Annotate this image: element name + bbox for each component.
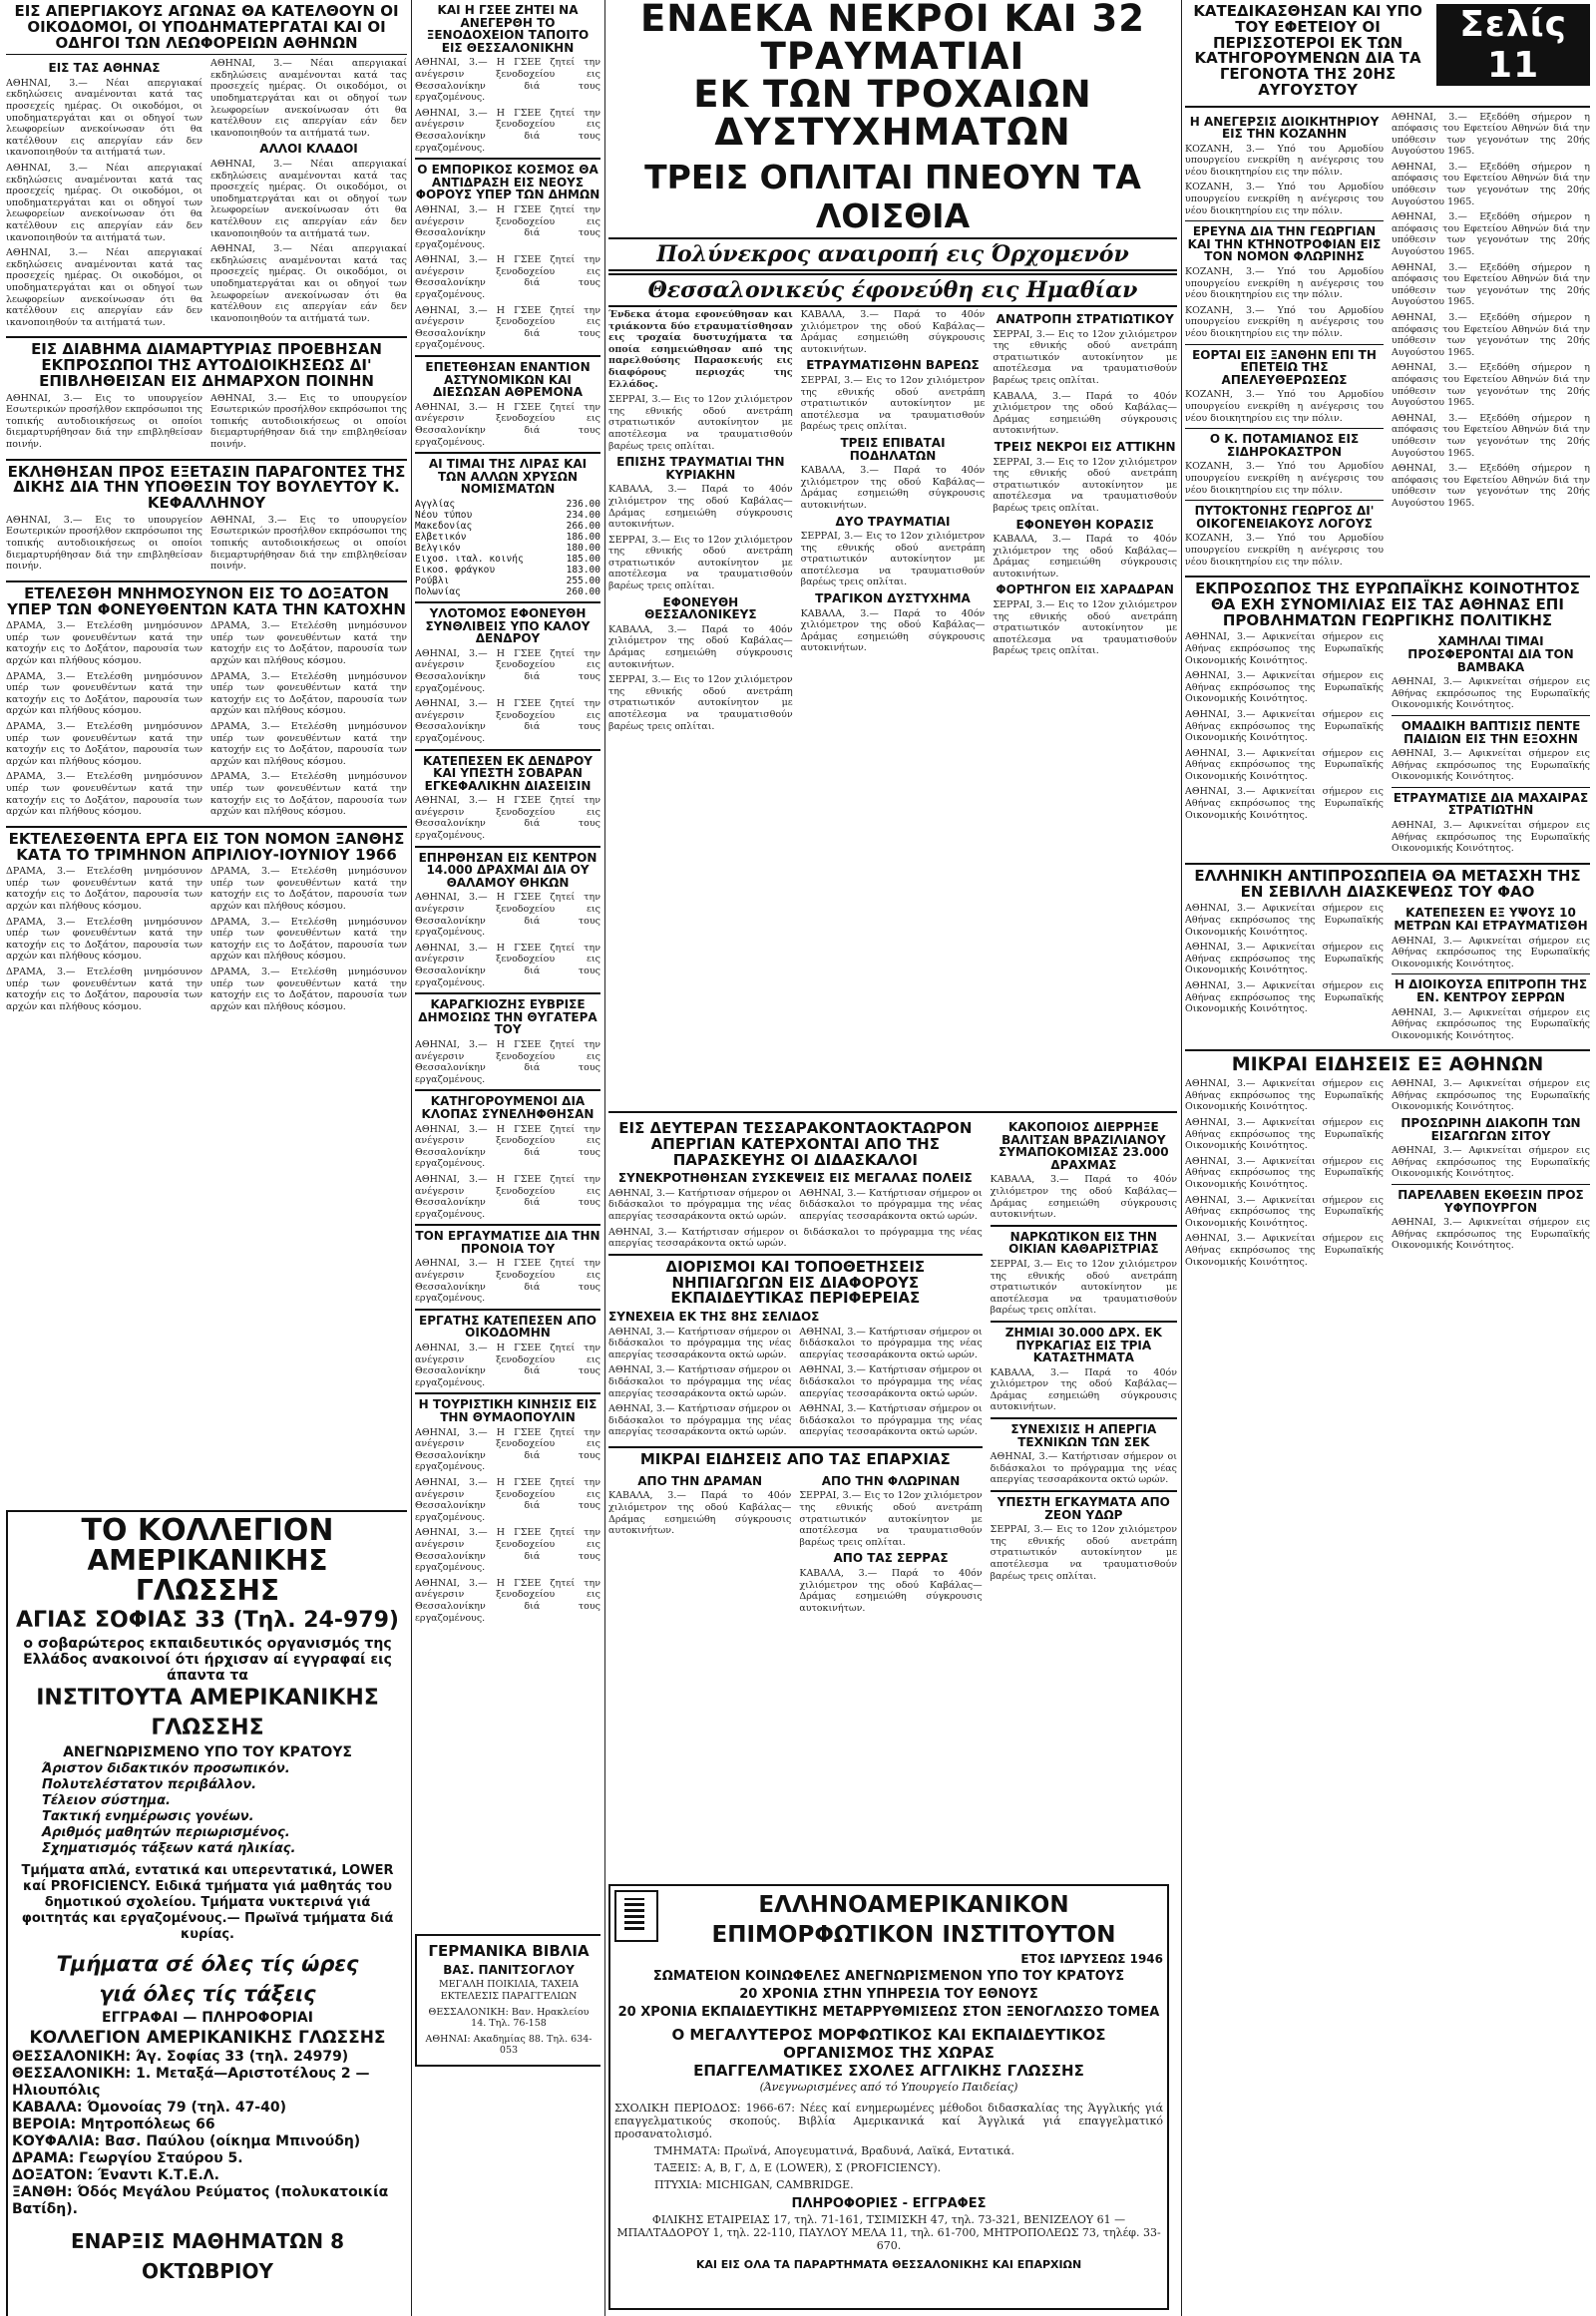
headline-burns: ΥΠΕΣΤΗ ΕΓΚΑΥΜΑΤΑ ΑΠΟ ΖΕΟΝ ΥΔΩΡ [997, 1495, 1170, 1522]
article-strikes-body: ΑΘΗΝΑΙ, 3.— Νέαι απεργιακαί εκδηλώσεις αναμένονται κατά τας προσεχείς ημέρας. Οι οικοδόμοι, οι υποδηματεργάται και οι οδηγοί των λεωφορείων ανεκοίνωσαν ότι θα κατέλθουν εις απεργίαν εάν δεν ικανοποιηθούν τα αιτήματά των. [6, 163, 202, 243]
ad-college-slogan: Τμήματα σέ όλες τίς ώρες [56, 1952, 359, 1976]
article-drama-body: ΚΑΒΑΛΑ, 3.— Παρά το 40όν χιλιόμετρον της οδού Καβάλας—Δράμας εσημειώθη σύγκρουσις αυτοκινήτων. [608, 1490, 792, 1537]
article-accidents-body: ΣΕΡΡΑΙ, 3.— Εις το 12ον χιλιόμετρον της εθνικής οδού ανετράπη στρατιωτικόν αυτοκίνητον με αποτέλεσμα να τραυματισθούν βαρέως τρεις οπλίται. [993, 456, 1177, 514]
article-accidents-body: ΣΕΡΡΑΙ, 3.— Εις το 12ον χιλιόμετρον της εθνικής οδού ανετράπη στρατιωτικόν αυτοκίνητον με αποτέλεσμα να τραυματισθούν βαρέως τρεις οπλίται. [608, 534, 793, 592]
headline-police: ΕΠΕΤΕΘΗΣΑΝ ΕΝΑΝΤΙΟΝ ΑΣΤΥΝΟΜΙΚΩΝ ΚΑΙ ΔΙΕΣΩΣΑΝ ΑΘΡΕΜΟΝΑ [425, 360, 591, 400]
subheading-athens: ΕΙΣ ΤΑΣ ΑΘΗΝΑΣ [48, 61, 161, 76]
article-athens-body: ΑΘΗΝΑΙ, 3.— Αφικνείται σήμερον εις Αθήνας εκπρόσωπος της Ευρωπαϊκής Οικονομικής Κοινότητος. [1185, 1117, 1384, 1152]
subheading: ΕΠΙΣΗΣ ΤΡΑΥΜΑΤΙΑΙ ΤΗΝ ΚΥΡΙΑΚΗΝ [616, 455, 785, 482]
headline-arrests: ΚΑΤΗΓΟΡΟΥΜΕΝΟΙ ΔΙΑ ΚΛΟΠΑΣ ΣΥΝΕΛΗΦΘΗΣΑΝ [421, 1094, 595, 1121]
article-eec-body: ΑΘΗΝΑΙ, 3.— Αφικνείται σήμερον εις Αθήνας εκπρόσωπος της Ευρωπαϊκής Οικονομικής Κοινότητος. [1185, 631, 1384, 666]
ad-books-owner: ΒΑΣ. ΠΑΝΙΤΣΟΓΛΟΥ [443, 1962, 575, 1977]
headline-stabbing: ΕΤΡΑΥΜΑΤΙΣΕ ΔΙΑ ΜΑΧΑΙΡΑΣ ΣΤΡΑΤΙΩΤΗΝ [1393, 790, 1589, 818]
subheading-florina: ΑΠΟ ΤΗΝ ΦΛΩΡΙΝΑΝ [821, 1473, 961, 1488]
article-appointments-body: ΑΘΗΝΑΙ, 3.— Κατήρτισαν σήμερον οι διδάσκαλοι το πρόγραμμα της νέας απεργίας τεσσαράκοντα οκτώ ωρών. [799, 1364, 983, 1399]
subheading: ΔΥΟ ΤΡΑΥΜΑΤΙΑΙ [835, 514, 951, 529]
ad-institute-footer: ΚΑΙ ΕΙΣ ΟΛΑ ΤΑ ΠΑΡΑΡΤΗΜΑΤΑ ΘΕΣΣΑΛΟΝΙΚΗΣ ΚΑΙ ΕΠΑΡΧΙΩΝ [695, 2258, 1082, 2271]
subheading: ΤΡΕΙΣ ΝΕΚΡΟΙ ΕΙΣ ΑΤΤΙΚΗΝ [994, 439, 1176, 454]
article-memorial-body: ΔΡΑΜΑ, 3.— Ετελέσθη μνημόσυνον υπέρ των φονευθέντων κατά την κατοχήν εις το Δοξάτον, παρουσία των αρχών και πλήθους κόσμου. [210, 771, 407, 818]
article-accidents-body: ΣΕΡΡΑΙ, 3.— Εις το 12ον χιλιόμετρον της εθνικής οδού ανετράπη στρατιωτικόν αυτοκίνητον με αποτέλεσμα να τραυματισθούν βαρέως τρεις οπλίται. [993, 328, 1177, 386]
ad-college-bullet: Αριθμός μαθητών περιωρισμένος. [42, 1825, 290, 1840]
article-trial-body: ΑΘΗΝΑΙ, 3.— Εις το υπουργείον Εσωτερικών προσήλθον εκπρόσωποι της τοπικής αυτοδιοικήσεως οι οποίοι διεμαρτυρήθησαν διά την επιβληθείσαν ποινήν. [6, 514, 202, 573]
ad-institute-diplomas: ΠΤΥΧΙΑ: MICHIGAN, CAMBRIDGE. [654, 2178, 854, 2191]
headline-commerce: Ο ΕΜΠΟΡΙΚΟΣ ΚΟΣΜΟΣ ΘΑ ΑΝΤΙΔΡΑΣΗ ΕΙΣ ΝΕΟΥΣ ΦΟΡΟΥΣ ΥΠΕΡ ΤΩΝ ΔΗΜΩΝ [415, 163, 600, 202]
article-karagiozis-body: ΑΘΗΝΑΙ, 3.— Η ΓΣΕΕ ζητεί την ανέγερσιν ξενοδοχείου εις Θεσσαλονίκην διά τους εργαζομένους. [415, 1038, 600, 1085]
headline-protest: ΕΙΣ ΔΙΑΒΗΜΑ ΔΙΑΜΑΡΤΥΡΙΑΣ ΠΡΟΕΒΗΣΑΝ ΕΚΠΡΟΣΩΠΟΙ ΤΗΣ ΑΥΤΟΔΙΟΙΚΗΣΕΩΣ ΔΙ' ΕΠΙΒΛΗΘΕΙΣΑΝ ΕΙΣ ΔΗΜΑΡΧΟΝ ΠΟΙΝΗΝ [31, 340, 382, 390]
headline-wheat: ΠΡΟΣΩΡΙΝΗ ΔΙΑΚΟΠΗ ΤΩΝ ΕΙΣΑΓΩΓΩΝ ΣΙΤΟΥ [1400, 1116, 1581, 1143]
subheading: ΕΦΟΝΕΥΘΗ ΚΟΡΑΣΙΣ [1015, 517, 1154, 532]
headline-coffee-theft: ΚΑΚΟΠΟΙΟΣ ΔΙΕΡΡΗΞΕ ΒΑΛΙΤΣΑΝ ΒΡΑΖΙΛΙΑΝΟΥ ΣΥΜΑΠΟΚΟΜΙΣΑΣ 23.000 ΔΡΑΧΜΑΣ [998, 1120, 1169, 1172]
article-appeal-body: ΑΘΗΝΑΙ, 3.— Εξεδόθη σήμερον η απόφασις του Εφετείου Αθηνών διά την υπόθεσιν των γεγονότων της 20ής Αυγούστου 1965. [1392, 211, 1590, 258]
article-potamianos-body: ΚΟΖΑΝΗ, 3.— Υπό του Αρμοδίου υπουργείου ενεκρίθη η ανέγερσις του νέου διοικητηρίου εις την πόλιν. [1185, 461, 1384, 496]
article-tourism-body: ΑΘΗΝΑΙ, 3.— Η ΓΣΕΕ ζητεί την ανέγερσιν ξενοδοχείου εις Θεσσαλονίκην διά τους εργαζομένους. [415, 1476, 600, 1523]
ad-college-title: ΤΟ ΚΟΛΛΕΓΙΟΝ [81, 1513, 334, 1548]
ad-institute-info: ΠΛΗΡΟΦΟΡΙΕΣ - ΕΓΓΡΑΦΕΣ [791, 2196, 987, 2211]
article-tourism-body: ΑΘΗΝΑΙ, 3.— Η ΓΣΕΕ ζητεί την ανέγερσιν ξενοδοχείου εις Θεσσαλονίκην διά τους εργαζομένους. [415, 1577, 600, 1624]
article-athens-body: ΑΘΗΝΑΙ, 3.— Αφικνείται σήμερον εις Αθήνας εκπρόσωπος της Ευρωπαϊκής Οικονομικής Κοινότητος. [1185, 1078, 1384, 1113]
headline-gsee: ΚΑΙ Η ΓΣΕΕ ΖΗΤΕΙ ΝΑ ΑΝΕΓΕΡΘΗ ΤΟ ΞΕΝΟΔΟΧΕΙΟΝ ΤΑΠΟΙΤΟ ΕΙΣ ΘΕΣΣΑΛΟΝΙΚΗΝ [426, 3, 590, 55]
ad-institute-address: ΦΙΛΙΚΗΣ ΕΤΑΙΡΕΙΑΣ 17, τηλ. 71-161, ΤΣΙΜΙΣΚΗ 47, τηλ. 73-321, ΒΕΝΙΖΕΛΟΥ 61 — ΜΠΑΛΤΑΔΟΡΟΥ 1, τηλ. 22-110, ΠΑΥΛΟΥ ΜΕΛΑ 11, τηλ. 61-700, ΜΗΤΡΟΠΟΛΕΩΣ 73, τηλέφ. 33-670. [616, 2213, 1161, 2252]
article-accidents-body: ΚΑΒΑΛΑ, 3.— Παρά το 40όν χιλιόμετρον της οδού Καβάλας—Δράμας εσημειώθη σύγκρουσις αυτοκινήτων. [800, 309, 986, 355]
ad-college-slogan: γιά όλες τίς τάξεις [99, 1982, 316, 2006]
article-accidents-body: ΚΑΒΑΛΑ, 3.— Παρά το 40όν χιλιόμετρον της οδού Καβάλας—Δράμας εσημειώθη σύγκρουσις αυτοκινήτων. [993, 534, 1177, 579]
ad-college-intro: ο σοβαρώτερος εκπαιδευτικός οργανισμός της Ελλάδος ανακοινοί ότι ήρχισαν αί εγγραφαί εις άπαντα τα [23, 1636, 392, 1684]
headline-narcotics: ΝΑΡΚΩΤΙΚΟΝ ΕΙΣ ΤΗΝ ΟΙΚΙΑΝ ΚΑΘΑΡΙΣΤΡΙΑΣ [1008, 1229, 1159, 1257]
article-lead: Ένδεκα άτομα εφονεύθησαν και τριάκοντα δύο ετραυματίσθησαν εις τροχαία δυστυχήματα τα οποία εσημειώθησαν από της παρελθούσης Παρασκευής εις διαφόρους περιοχάς της Ελλάδος. [608, 309, 793, 390]
headline-fire: ΖΗΜΙΑΙ 30.000 ΔΡΧ. ΕΚ ΠΥΡΚΑΓΙΑΣ ΕΙΣ ΤΡΙΑ ΚΑΤΑΣΤΗΜΑΤΑ [1004, 1325, 1162, 1365]
headline-cotton: ΧΑΜΗΛΑΙ ΤΙΜΑΙ ΠΡΟΣΦΕΡΟΝΤΑΙ ΔΙΑ ΤΟΝ ΒΑΜΒΑΚΑ [1407, 634, 1574, 674]
headline-fall: ΚΑΤΕΠΕΣΕΝ ΕΚ ΔΕΝΔΡΟΥ ΚΑΙ ΥΠΕΣΤΗ ΣΟΒΑΡΑΝ ΕΓΚΕΦΑΛΙΚΗΝ ΔΙΑΣΕΙΣΙΝ [423, 753, 593, 793]
ad-college-institutes: ΙΝΣΤΙΤΟΥΤΑ ΑΜΕΡΙΚΑΝΙΚΗΣ ΓΛΩΣΣΗΣ [36, 1686, 379, 1740]
ad-college-bullet: Τέλειον σύστημα. [42, 1793, 171, 1808]
main-subheadline-italic: Πολύνεκρος αναιροπή εις Όρχομενόν [608, 237, 1177, 271]
article-baptism-body: ΑΘΗΝΑΙ, 3.— Αφικνείται σήμερον εις Αθήνας εκπρόσωπος της Ευρωπαϊκής Οικονομικής Κοινότητος. [1392, 748, 1590, 783]
article-appointments-body: ΑΘΗΝΑΙ, 3.— Κατήρτισαν σήμερον οι διδάσκαλοι το πρόγραμμα της νέας απεργίας τεσσαράκοντα οκτώ ωρών. [608, 1326, 792, 1360]
article-kozani-body: ΚΟΖΑΝΗ, 3.— Υπό του Αρμοδίου υπουργείου ενεκρίθη η ανέγερσις του νέου διοικητηρίου εις την πόλιν. [1185, 182, 1384, 216]
ad-college-address: ΚΟΥΦΑΛΙΑ: Βασ. Παύλου (οίκημα Μπινούδη) [12, 2133, 361, 2149]
article-teachers-body: ΑΘΗΝΑΙ, 3.— Κατήρτισαν σήμερον οι διδάσκαλοι το πρόγραμμα της νέας απεργίας τεσσαράκοντα οκτώ ωρών. [608, 1187, 792, 1223]
column-second [415, 0, 600, 2316]
ad-college-phone: ΑΓΙΑΣ ΣΟΦΙΑΣ 33 (Τηλ. 24-979) [16, 1608, 399, 1633]
article-florina-body: ΣΕΡΡΑΙ, 3.— Εις το 12ον χιλιόμετρον της εθνικής οδού ανετράπη στρατιωτικόν αυτοκίνητον με αποτέλεσμα να τραυματισθούν βαρέως τρεις οπλίται. [799, 1490, 983, 1548]
article-gsee-body: ΑΘΗΝΑΙ, 3.— Η ΓΣΕΕ ζητεί την ανέγερσιν ξενοδοχείου εις Θεσσαλονίκην διά τους εργαζομένους. [415, 57, 600, 104]
books-ad [415, 1934, 600, 2067]
article-coffee-body: ΚΑΒΑΛΑ, 3.— Παρά το 40όν χιλιόμετρον της οδού Καβάλας—Δράμας εσημειώθη σύγκρουσις αυτοκινήτων. [990, 1174, 1177, 1221]
article-sek-body: ΑΘΗΝΑΙ, 3.— Κατήρτισαν σήμερον οι διδάσκαλοι το πρόγραμμα της νέας απεργίας τεσσαράκοντα οκτώ ωρών. [990, 1451, 1177, 1486]
article-narcotics-body: ΣΕΡΡΑΙ, 3.— Εις το 12ον χιλιόμετρον της εθνικής οδού ανετράπη στρατιωτικόν αυτοκίνητον με αποτέλεσμα να τραυματισθούν βαρέως τρεις οπλίται. [990, 1258, 1177, 1317]
main-headline-line2: ΕΚ ΤΩΝ ΤΡΟΧΑΙΩΝ ΔΥΣΤΥΧΗΜΑΤΩΝ [693, 73, 1092, 154]
headline-woodcutter: ΥΛΟΤΟΜΟΣ ΕΦΟΝΕΥΘΗ ΣΥΝΘΛΙΒΕΙΣ ΥΠΟ ΚΑΛΟΥ ΔΕΝΔΡΟΥ [425, 605, 591, 646]
article-fao-body: ΑΘΗΝΑΙ, 3.— Αφικνείται σήμερον εις Αθήνας εκπρόσωπος της Ευρωπαϊκής Οικονομικής Κοινότητος. [1185, 942, 1384, 976]
article-appeal-body: ΑΘΗΝΑΙ, 3.— Εξεδόθη σήμερον η απόφασις του Εφετείου Αθηνών διά την υπόθεσιν των γεγονότων της 20ής Αυγούστου 1965. [1392, 111, 1590, 158]
headline-farmer: ΠΥΤΟΚΤΟΝΗΣ ΓΕΩΡΓΟΣ ΔΙ' ΟΙΚΟΓΕΝΕΙΑΚΟΥΣ ΛΟΓΟΥΣ [1194, 504, 1375, 531]
article-theft-body: ΑΘΗΝΑΙ, 3.— Η ΓΣΕΕ ζητεί την ανέγερσιν ξενοδοχείου εις Θεσσαλονίκην διά τους εργαζομένους. [415, 892, 600, 939]
ad-institute-line: 20 ΧΡΟΝΙΑ ΕΚΠΑΙΔΕΥΤΙΚΗΣ ΜΕΤΑΡΡΥΘΜΙΣΕΩΣ ΣΤΟΝ ΞΕΝΟΓΛΩΣΣΟ ΤΟΜΕΑ [617, 2005, 1160, 2020]
article-cotton-body: ΑΘΗΝΑΙ, 3.— Αφικνείται σήμερον εις Αθήνας εκπρόσωπος της Ευρωπαϊκής Οικονομικής Κοινότητος. [1392, 676, 1590, 711]
subheading: ΕΤΡΑΥΜΑΤΙΣΘΗΝ ΒΑΡΕΩΣ [806, 358, 980, 373]
article-accidents-body: ΚΑΒΑΛΑ, 3.— Παρά το 40όν χιλιόμετρον της οδού Καβάλας—Δράμας εσημειώθη σύγκρουσις αυτοκινήτων. [800, 607, 986, 654]
ad-college-title: ΑΜΕΡΙΚΑΝΙΚΗΣ ΓΛΩΣΣΗΣ [87, 1544, 328, 1607]
table-row: Ελβετικόν 186.00 [415, 531, 600, 543]
subheading: ΑΝΑΤΡΟΠΗ ΣΤΡΑΤΙΩΤΙΚΟΥ [996, 312, 1174, 326]
ad-institute-title: ΕΛΛΗΝΟΑΜΕΡΙΚΑΝΙΚΟΝ ΕΠΙΜΟΡΦΩΤΙΚΟΝ ΙΝΣΤΙΤΟΥΤΟΝ [711, 1892, 1116, 1948]
table-row: Νέου τύπου 234.00 [415, 509, 600, 521]
ad-books-address: ΘΕΣΣΑΛΟΝΙΚΗ: Βαν. Ηρακλείου 14. Τηλ. 76-158 [428, 2006, 590, 2030]
subheading-drama: ΑΠΟ ΤΗΝ ΔΡΑΜΑΝ [637, 1473, 763, 1488]
article-fao-body: ΑΘΗΝΑΙ, 3.— Αφικνείται σήμερον εις Αθήνας εκπρόσωπος της Ευρωπαϊκής Οικονομικής Κοινότητος. [1185, 979, 1384, 1015]
ad-institute-sections: ΤΜΗΜΑΤΑ: Πρωϊνά, Απογευματινά, Βραδυνά, Λαϊκά, Εντατικά. [654, 2144, 1014, 2157]
institute-ad [608, 1884, 1169, 2310]
headline-report: ΠΑΡΕΛΑΒΕΝ ΕΚΘΕΣΙΝ ΠΡΟΣ ΥΦΥΠΟΥΡΓΟΝ [1397, 1187, 1584, 1215]
article-wheat-body: ΑΘΗΝΑΙ, 3.— Αφικνείται σήμερον εις Αθήνας εκπρόσωπος της Ευρωπαϊκής Οικονομικής Κοινότητος. [1392, 1145, 1590, 1180]
article-accidents-body: ΣΕΡΡΑΙ, 3.— Εις το 12ον χιλιόμετρον της εθνικής οδού ανετράπη στρατιωτικόν αυτοκίνητον με αποτέλεσμα να τραυματισθούν βαρέως τρεις οπλίται. [800, 531, 986, 588]
article-accidents-body: ΣΕΡΡΑΙ, 3.— Εις το 12ον χιλιόμετρον της εθνικής οδού ανετράπη στρατιωτικόν αυτοκίνητον με αποτέλεσμα να τραυματισθούν βαρέως τρεις οπλίται. [608, 674, 793, 732]
ad-college-name: ΚΟΛΛΕΓΙΟΝ ΑΜΕΡΙΚΑΝΙΚΗΣ ΓΛΩΣΣΗΣ [29, 2028, 386, 2048]
headline-teachers-strike: ΕΙΣ ΔΕΥΤΕΡΑΝ ΤΕΣΣΑΡΑΚΟΝΤΑΟΚΤΑΩΡΟΝ ΑΠΕΡΓΙΑΝ ΚΑΤΕΡΧΟΝΤΑΙ ΑΠΟ ΤΗΣ ΠΑΡΑΣΚΕΥΗΣ ΟΙ ΔΙΔΑΣΚΑΛΟΙ [618, 1119, 973, 1169]
headline-european-community: ΕΚΠΡΟΣΩΠΟΣ ΤΗΣ ΕΥΡΩΠΑΪΚΗΣ ΚΟΙΝΟΤΗΤΟΣ ΘΑ ΕΧΗ ΣΥΝΟΜΙΛΙΑΣ ΕΙΣ ΤΑΣ ΑΘΗΝΑΣ ΕΠΙ ΠΡΟΒΛΗΜΑΤΩΝ ΓΕΩΡΓΙΚΗΣ ΠΟΛΙΤΙΚΗΣ [1195, 579, 1580, 629]
article-eec-body: ΑΘΗΝΑΙ, 3.— Αφικνείται σήμερον εις Αθήνας εκπρόσωπος της Ευρωπαϊκής Οικονομικής Κοινότητος. [1185, 786, 1384, 821]
ad-college-bullet: Άριστον διδακτικόν προσωπικόν. [42, 1761, 290, 1776]
article-serres-body: ΚΑΒΑΛΑ, 3.— Παρά το 40όν χιλιόμετρον της οδού Καβάλας—Δράμας εσημειώθη σύγκρουσις αυτοκινήτων. [799, 1567, 983, 1614]
ad-college-address: ΒΕΡΟΙΑ: Μητροπόλεως 66 [12, 2117, 215, 2132]
article-appeal-body: ΑΘΗΝΑΙ, 3.— Εξεδόθη σήμερον η απόφασις του Εφετείου Αθηνών διά την υπόθεσιν των γεγονότων της 20ής Αυγούστου 1965. [1392, 362, 1590, 409]
ad-institute-season: ΣΧΟΛΙΚΗ ΠΕΡΙΟΔΟΣ: 1966-67: Νέες καί ενημερωμένες μέθοδοι διδασκαλίας της Άγγλικής γιά επαγγελματικούς σκοπούς. Βιβλία Αμερικανικά καί Άγγλικά γιά επαγγελματικό προσανατολισμό. [614, 2102, 1163, 2140]
article-appeal-body: ΑΘΗΝΑΙ, 3.— Εξεδόθη σήμερον η απόφασις του Εφετείου Αθηνών διά την υπόθεσιν των γεγονότων της 20ής Αυγούστου 1965. [1392, 412, 1590, 459]
headline-strikes: ΕΙΣ ΑΠΕΡΓΙΑΚΟΥΣ ΑΓΩΝΑΣ ΘΑ ΚΑΤΕΛΘΟΥΝ ΟΙ ΟΙΚΟΔΟΜΟΙ, ΟΙ ΥΠΟΔΗΜΑΤΕΡΓΑΤΑΙ ΚΑΙ ΟΙ ΟΔΗΓΟΙ ΤΩΝ ΛΕΩΦΟΡΕΙΩΝ ΑΘΗΝΩΝ [14, 2, 399, 52]
headline-potamianos: Ο Κ. ΠΟΤΑΜΙΑΝΟΣ ΕΙΣ ΣΙΔΗΡΟΚΑΣΤΡΟΝ [1209, 432, 1360, 459]
main-headline-line1: ΕΝΔΕΚΑ ΝΕΚΡΟΙ ΚΑΙ 32 ΤΡΑΥΜΑΤΙΑΙ [640, 0, 1145, 78]
ad-institute-line: (Άνεγνωρισμένες από τό Υπουργείο Παιδείας) [759, 2081, 1018, 2094]
article-eec-body: ΑΘΗΝΑΙ, 3.— Αφικνείται σήμερον εις Αθήνας εκπρόσωπος της Ευρωπαϊκής Οικονομικής Κοινότητος. [1185, 747, 1384, 782]
article-accidents-body: ΚΑΒΑΛΑ, 3.— Παρά το 40όν χιλιόμετρον της οδού Καβάλας—Δράμας εσημειώθη σύγκρουσις αυτοκινήτων. [608, 623, 793, 670]
subheading-continued: ΣΥΝΕΧΕΙΑ ΕΚ ΤΗΣ 8ΗΣ ΣΕΛΙΔΟΣ [608, 1310, 820, 1325]
article-athens-body: ΑΘΗΝΑΙ, 3.— Αφικνείται σήμερον εις Αθήνας εκπρόσωπος της Ευρωπαϊκής Οικονομικής Κοινότητος. [1185, 1194, 1384, 1229]
headline-baptism: ΟΜΑΔΙΚΗ ΒΑΠΤΙΣΙΣ ΠΕΝΤΕ ΠΑΙΔΙΩΝ ΕΙΣ ΤΗΝ ΕΞΟΧΗΝ [1400, 718, 1581, 746]
article-works-body: ΔΡΑΜΑ, 3.— Ετελέσθη μνημόσυνον υπέρ των φονευθέντων κατά την κατοχήν εις το Δοξάτον, παρουσία των αρχών και πλήθους κόσμου. [210, 916, 407, 963]
article-woodcutter-body: ΑΘΗΝΑΙ, 3.— Η ΓΣΕΕ ζητεί την ανέγερσιν ξενοδοχείου εις Θεσσαλονίκην διά τους εργαζομένους. [415, 698, 600, 744]
article-appeal-body: ΑΘΗΝΑΙ, 3.— Εξεδόθη σήμερον η απόφασις του Εφετείου Αθηνών διά την υπόθεσιν των γεγονότων της 20ής Αυγούστου 1965. [1392, 463, 1590, 509]
article-memorial-body: ΔΡΑΜΑ, 3.— Ετελέσθη μνημόσυνον υπέρ των φονευθέντων κατά την κατοχήν εις το Δοξάτον, παρουσία των αρχών και πλήθους κόσμου. [210, 721, 407, 767]
article-memorial-body: ΔΡΑΜΑ, 3.— Ετελέσθη μνημόσυνον υπέρ των φονευθέντων κατά την κατοχήν εις το Δοξάτον, παρουσία των αρχών και πλήθους κόσμου. [210, 620, 407, 667]
article-works-body: ΔΡΑΜΑ, 3.— Ετελέσθη μνημόσυνον υπέρ των φονευθέντων κατά την κατοχήν εις το Δοξάτον, παρουσία των αρχών και πλήθους κόσμου. [210, 966, 407, 1012]
article-works-body: ΔΡΑΜΑ, 3.— Ετελέσθη μνημόσυνον υπέρ των φονευθέντων κατά την κατοχήν εις το Δοξάτον, παρουσία των αρχών και πλήθους κόσμου. [6, 916, 202, 963]
article-eec-body: ΑΘΗΝΑΙ, 3.— Αφικνείται σήμερον εις Αθήνας εκπρόσωπος της Ευρωπαϊκής Οικονομικής Κοινότητος. [1185, 670, 1384, 705]
article-tourism-body: ΑΘΗΝΑΙ, 3.— Η ΓΣΕΕ ζητεί την ανέγερσιν ξενοδοχείου εις Θεσσαλονίκην διά τους εργαζομένους. [415, 1527, 600, 1574]
article-appeal-body: ΑΘΗΝΑΙ, 3.— Εξεδόθη σήμερον η απόφασις του Εφετείου Αθηνών διά την υπόθεσιν των γεγονότων της 20ής Αυγούστου 1965. [1392, 261, 1590, 308]
article-injury-body: ΑΘΗΝΑΙ, 3.— Η ΓΣΕΕ ζητεί την ανέγερσιν ξενοδοχείου εις Θεσσαλονίκην διά τους εργαζομένους. [415, 1258, 600, 1305]
ad-books-text: ΜΕΓΑΛΗ ΠΟΙΚΙΛΙΑ, ΤΑΧΕΙΑ ΕΚΤΕΛΕΣΙΣ ΠΑΡΑΓΓΕΛΙΩΝ [439, 1979, 579, 2002]
article-florina-body: ΚΟΖΑΝΗ, 3.— Υπό του Αρμοδίου υπουργείου ενεκρίθη η ανέγερσις του νέου διοικητηρίου εις την πόλιν. [1185, 304, 1384, 339]
article-burns-body: ΣΕΡΡΑΙ, 3.— Εις το 12ον χιλιόμετρον της εθνικής οδού ανετράπη στρατιωτικόν αυτοκίνητον με αποτέλεσμα να τραυματισθούν βαρέως τρεις οπλίται. [990, 1524, 1177, 1582]
article-farmer-body: ΚΟΖΑΝΗ, 3.— Υπό του Αρμοδίου υπουργείου ενεκρίθη η ανέγερσις του νέου διοικητηρίου εις την πόλιν. [1185, 533, 1384, 568]
headline-sek-strike: ΣΥΝΕΧΙΣΙΣ Η ΑΠΕΡΓΙΑ ΤΕΧΝΙΚΩΝ ΤΩΝ ΣΕΚ [1010, 1422, 1157, 1449]
headline-xanthi-celebrations: ΕΟΡΤΑΙ ΕΙΣ ΞΑΝΘΗΝ ΕΠΙ ΤΗ ΕΠΕΤΕΙΩ ΤΗΣ ΑΠΕΛΕΥΘΕΡΩΣΕΩΣ [1192, 347, 1377, 387]
subheading: ΤΡΕΙΣ ΕΠΙΒΑΤΑΙ ΠΟΔΗΛΑΤΩΝ [840, 435, 946, 463]
ad-college-address: ΔΡΑΜΑ: Γεωργίου Σταύρου 5. [12, 2150, 243, 2166]
main-subheadline: ΤΡΕΙΣ ΟΠΛΙΤΑΙ ΠΝΕΟΥΝ ΤΑ ΛΟΙΣΘΙΑ [644, 158, 1141, 235]
headline-injury: ΤΟΝ ΕΡΓΑΥΜΑΤΙΣΕ ΔΙΑ ΤΗΝ ΠΡΟΝΟΙΑ ΤΟΥ [415, 1229, 600, 1256]
article-strikes-body: ΑΘΗΝΑΙ, 3.— Νέαι απεργιακαί εκδηλώσεις αναμένονται κατά τας προσεχείς ημέρας. Οι οικοδόμοι, οι υποδηματεργάται και οι οδηγοί των λεωφορείων ανεκοίνωσαν ότι θα κατέλθουν εις απεργίαν εάν δεν ικανοποιηθούν τα αιτήματά των. [6, 77, 202, 159]
table-row: Μακεδονίας 266.00 [415, 520, 600, 532]
ad-college-address: ΚΑΒΑΛΑ: Όμονοίας 79 (τηλ. 47-40) [12, 2100, 287, 2116]
ad-institute-line: 20 ΧΡΟΝΙΑ ΣΤΗΝ ΥΠΗΡΕΣΙΑ ΤΟΥ ΕΘΝΟΥΣ [739, 1987, 1038, 2002]
article-trial-body: ΑΘΗΝΑΙ, 3.— Εις το υπουργείον Εσωτερικών προσήλθον εκπρόσωποι της τοπικής αυτοδιοικήσεως οι οποίοι διεμαρτυρήθησαν διά την επιβληθείσαν ποινήν. [210, 514, 407, 573]
table-row: Βελγικόν 180.00 [415, 542, 600, 554]
table-row: Αγγλίας 236.00 [415, 498, 600, 510]
article-appeal-body: ΑΘΗΝΑΙ, 3.— Εξεδόθη σήμερον η απόφασις του Εφετείου Αθηνών διά την υπόθεσιν των γεγονότων της 20ής Αυγούστου 1965. [1392, 312, 1590, 358]
table-row: Εικοσ. φράγκου 183.00 [415, 564, 600, 576]
headline-serres-committee: Η ΔΙΟΙΚΟΥΣΑ ΕΠΙΤΡΟΠΗ ΤΗΣ ΕΝ. ΚΕΝΤΡΟΥ ΣΕΡΡΩΝ [1394, 977, 1588, 1004]
article-arrests-body: ΑΘΗΝΑΙ, 3.— Η ΓΣΕΕ ζητεί την ανέγερσιν ξενοδοχείου εις Θεσσαλονίκην διά τους εργαζομένους. [415, 1173, 600, 1220]
article-protest-body: ΑΘΗΝΑΙ, 3.— Εις το υπουργείον Εσωτερικών προσήλθον εκπρόσωποι της τοπικής αυτοδιοικήσεως οι οποίοι διεμαρτυρήθησαν διά την επιβληθείσαν ποινήν. [6, 392, 202, 450]
article-arrests-body: ΑΘΗΝΑΙ, 3.— Η ΓΣΕΕ ζητεί την ανέγερσιν ξενοδοχείου εις Θεσσαλονίκην διά τους εργαζομένους. [415, 1123, 600, 1170]
ad-college-address: ΞΑΝΘΗ: Όδός Μεγάλου Ρεύματος (πολυκατοικία Βατίδη). [12, 2184, 389, 2217]
college-ad [6, 1510, 407, 2316]
table-row: Ειχοσ. ιταλ. κοινής 185.00 [415, 553, 600, 565]
headline-memorial: ΕΤΕΛΕΣΘΗ ΜΝΗΜΟΣΥΝΟΝ ΕΙΣ ΤΟ ΔΟΞΑΤΟΝ ΥΠΕΡ ΤΩΝ ΦΟΝΕΥΘΕΝΤΩΝ ΚΑΤΑ ΤΗΝ ΚΑΤΟΧΗΝ [7, 583, 406, 618]
article-strikes-body: ΑΘΗΝΑΙ, 3.— Νέαι απεργιακαί εκδηλώσεις αναμένονται κατά τας προσεχείς ημέρας. Οι οικοδόμοι, οι υποδηματεργάται και οι οδηγοί των λεωφορείων ανεκοίνωσαν ότι θα κατέλθουν εις απεργίαν εάν δεν ικανοποιηθούν τα αιτήματά των. [210, 58, 407, 139]
article-appointments-body: ΑΘΗΝΑΙ, 3.— Κατήρτισαν σήμερον οι διδάσκαλοι το πρόγραμμα της νέας απεργίας τεσσαράκοντα οκτώ ωρών. [799, 1326, 983, 1360]
headline-appeal-court: ΚΑΤΕΔΙΚΑΣΘΗΣΑΝ ΚΑΙ ΥΠΟ ΤΟΥ ΕΦΕΤΕΙΟΥ ΟΙ ΠΕΡΙΣΣΟΤΕΡΟΙ ΕΚ ΤΩΝ ΚΑΤΗΓΟΡΟΥΜΕΝΩΝ ΔΙΑ ΤΑ ΓΕΓΟΝΟΤΑ ΤΗΣ 20ΗΣ ΑΥΓΟΥΣΤΟΥ [1193, 2, 1422, 99]
ad-college-address: ΘΕΣΣΑΛΟΝΙΚΗ: Άγ. Σοφίας 33 (τηλ. 24979) [12, 2049, 349, 2065]
article-works-body: ΔΡΑΜΑ, 3.— Ετελέσθη μνημόσυνον υπέρ των φονευθέντων κατά την κατοχήν εις το Δοξάτον, παρουσία των αρχών και πλήθους κόσμου. [210, 866, 407, 913]
ad-college-bullet: Τακτική ενημέρωσις γονέων. [42, 1809, 254, 1824]
ad-college-sections: Τμήματα απλά, εντατικά και υπερεντατικά, LOWER καί PROFICIENCY. Ειδικά τμήματα γιά μαθητάς του δημοτικού σχολείου. Τμήματα νυκτερινά γιά φοιτητάς και εργαζομένους.— Πρωϊνά τμήματα διά κυρίας. [21, 1863, 394, 1942]
article-teachers-body: ΑΘΗΝΑΙ, 3.— Κατήρτισαν σήμερον οι διδάσκαλοι το πρόγραμμα της νέας απεργίας τεσσαράκοντα οκτώ ωρών. [799, 1187, 983, 1223]
article-strikes-body: ΑΘΗΝΑΙ, 3.— Νέαι απεργιακαί εκδηλώσεις αναμένονται κατά τας προσεχείς ημέρας. Οι οικοδόμοι, οι υποδηματεργάται και οι οδηγοί των λεωφορείων ανεκοίνωσαν ότι θα κατέλθουν εις απεργίαν εάν δεν ικανοποιηθούν τα αιτήματά των. [210, 159, 407, 239]
subheading-other-branches: ΑΛΛΟΙ ΚΛΑΔΟΙ [259, 142, 358, 157]
article-fire-body: ΚΑΒΑΛΑ, 3.— Παρά το 40όν χιλιόμετρον της οδού Καβάλας—Δράμας εσημειώθη σύγκρουσις αυτοκινήτων. [990, 1366, 1177, 1413]
article-works-body: ΔΡΑΜΑ, 3.— Ετελέσθη μνημόσυνον υπέρ των φονευθέντων κατά την κατοχήν εις το Δοξάτον, παρουσία των αρχών και πλήθους κόσμου. [6, 866, 202, 913]
ad-college-address: ΘΕΣΣΑΛΟΝΙΚΗ: 1. Μεταξά—Αριστοτέλους 2 — Ηλιουπόλις [12, 2066, 370, 2099]
article-athens-body: ΑΘΗΝΑΙ, 3.— Αφικνείται σήμερον εις Αθήνας εκπρόσωπος της Ευρωπαϊκής Οικονομικής Κοινότητος. [1185, 1233, 1384, 1268]
page-number-logo: Σελίς 11 [1436, 4, 1590, 86]
headline-provinces: ΜΙΚΡΑΙ ΕΙΔΗΣΕΙΣ ΑΠΟ ΤΑΣ ΕΠΑΡΧΙΑΣ [639, 1450, 951, 1468]
headline-worker: ΕΡΓΑΤΗΣ ΚΑΤΕΠΕΣΕΝ ΑΠΟ ΟΙΚΟΔΟΜΗΝ [419, 1313, 597, 1341]
article-memorial-body: ΔΡΑΜΑ, 3.— Ετελέσθη μνημόσυνον υπέρ των φονευθέντων κατά την κατοχήν εις το Δοξάτον, παρουσία των αρχών και πλήθους κόσμου. [6, 670, 202, 717]
ad-college-recognized: ΑΝΕΓΝΩΡΙΣΜΕΝΟ ΥΠΟ ΤΟΥ ΚΡΑΤΟΥΣ [63, 1744, 352, 1760]
article-appeal-body: ΑΘΗΝΑΙ, 3.— Εξεδόθη σήμερον η απόφασις του Εφετείου Αθηνών διά την υπόθεσιν των γεγονότων της 20ής Αυγούστου 1965. [1392, 161, 1590, 207]
ad-college-bullet: Πολυτελέστατον περιβάλλον. [42, 1777, 257, 1792]
ad-institute-line: ΕΠΑΓΓΕΛΜΑΤΙΚΕΣ ΣΧΟΛΕΣ ΑΓΓΛΙΚΗΣ ΓΛΩΣΣΗΣ [693, 2062, 1084, 2080]
article-florina-body: ΚΟΖΑΝΗ, 3.— Υπό του Αρμοδίου υπουργείου ενεκρίθη η ανέγερσις του νέου διοικητηρίου εις την πόλιν. [1185, 266, 1384, 301]
article-tourism-body: ΑΘΗΝΑΙ, 3.— Η ΓΣΕΕ ζητεί την ανέγερσιν ξενοδοχείου εις Θεσσαλονίκην διά τους εργαζομένους. [415, 1426, 600, 1473]
column-right [1185, 0, 1590, 2316]
headline-teachers-meetings: ΣΥΝΕΚΡΟΤΗΘΗΣΑΝ ΣΥΣΚΕΨΕΙΣ ΕΙΣ ΜΕΓΑΛΑΣ ΠΟΛΕΙΣ [617, 1171, 973, 1186]
article-memorial-body: ΔΡΑΜΑ, 3.— Ετελέσθη μνημόσυνον υπέρ των φονευθέντων κατά την κατοχήν εις το Δοξάτον, παρουσία των αρχών και πλήθους κόσμου. [6, 771, 202, 818]
headline-appointments: ΔΙΟΡΙΣΜΟΙ ΚΑΙ ΤΟΠΟΘΕΤΗΣΕΙΣ ΝΗΠΙΑΓΩΓΩΝ ΕΙΣ ΔΙΑΦΟΡΟΥΣ ΕΚΠΑΙΔΕΥΤΙΚΑΣ ΠΕΡΙΦΕΡΕΙΑΣ [665, 1257, 926, 1308]
article-commerce-body: ΑΘΗΝΑΙ, 3.— Η ΓΣΕΕ ζητεί την ανέγερσιν ξενοδοχείου εις Θεσσαλονίκην διά τους εργαζομένους. [415, 304, 600, 351]
article-gsee-body: ΑΘΗΝΑΙ, 3.— Η ΓΣΕΕ ζητεί την ανέγερσιν ξενοδοχείου εις Θεσσαλονίκην διά τους εργαζομένους. [415, 107, 600, 154]
article-theft-body: ΑΘΗΝΑΙ, 3.— Η ΓΣΕΕ ζητεί την ανέγερσιν ξενοδοχείου εις Θεσσαλονίκην διά τους εργαζομένους. [415, 942, 600, 988]
headline-karagiozis: ΚΑΡΑΓΚΙΟΖΗΣ ΕΥΒΡΙΣΕ ΔΗΜΟΣΙΩΣ ΤΗΝ ΘΥΓΑΤΕΡΑ ΤΟΥ [418, 997, 598, 1037]
article-fao-body: ΑΘΗΝΑΙ, 3.— Αφικνείται σήμερον εις Αθήνας εκπρόσωπος της Ευρωπαϊκής Οικονομικής Κοινότητος. [1185, 903, 1384, 938]
article-fall-body: ΑΘΗΝΑΙ, 3.— Αφικνείται σήμερον εις Αθήνας εκπρόσωπος της Ευρωπαϊκής Οικονομικής Κοινότητος. [1392, 935, 1590, 969]
article-woodcutter-body: ΑΘΗΝΑΙ, 3.— Η ΓΣΕΕ ζητεί την ανέγερσιν ξενοδοχείου εις Θεσσαλονίκην διά τους εργαζομένους. [415, 647, 600, 694]
ad-college-start-date: ΕΝΑΡΞΙΣ ΜΑΘΗΜΑΤΩΝ 8 ΟΚΤΩΒΡΙΟΥ [70, 2229, 344, 2283]
article-athens-body: ΑΘΗΝΑΙ, 3.— Αφικνείται σήμερον εις Αθήνας εκπρόσωπος της Ευρωπαϊκής Οικονομικής Κοινότητος. [1185, 1155, 1384, 1190]
article-memorial-body: ΔΡΑΜΑ, 3.— Ετελέσθη μνημόσυνον υπέρ των φονευθέντων κατά την κατοχήν εις το Δοξάτον, παρουσία των αρχών και πλήθους κόσμου. [210, 670, 407, 717]
article-commerce-body: ΑΘΗΝΑΙ, 3.— Η ΓΣΕΕ ζητεί την ανέγερσιν ξενοδοχείου εις Θεσσαλονίκην διά τους εργαζομένους. [415, 254, 600, 301]
article-strikes-body: ΑΘΗΝΑΙ, 3.— Νέαι απεργιακαί εκδηλώσεις αναμένονται κατά τας προσεχείς ημέρας. Οι οικοδόμοι, οι υποδηματεργάται και οι οδηγοί των λεωφορείων ανεκοίνωσαν ότι θα κατέλθουν εις απεργίαν εάν δεν ικανοποιηθούν τα αιτήματά των. [6, 247, 202, 328]
article-xanthi-body: ΚΟΖΑΝΗ, 3.— Υπό του Αρμοδίου υπουργείου ενεκρίθη η ανέγερσις του νέου διοικητηρίου εις την πόλιν. [1185, 389, 1384, 424]
ad-institute-line: Ο ΜΕΓΑΛΥΤΕΡΟΣ ΜΟΡΦΩΤΙΚΟΣ ΚΑΙ ΕΚΠΑΙΔΕΥΤΙΚΟΣ ΟΡΓΑΝΙΣΜΟΣ ΤΗΣ ΧΩΡΑΣ [671, 2026, 1106, 2062]
main-subheadline-italic: Θεσσαλονικεύς έφονεύθη εις Ημαθίαν [608, 273, 1177, 307]
article-strikes-body: ΑΘΗΝΑΙ, 3.— Νέαι απεργιακαί εκδηλώσεις αναμένονται κατά τας προσεχείς ημέρας. Οι οικοδόμοι, οι υποδηματεργάται και οι οδηγοί των λεωφορείων ανεκοίνωσαν ότι θα κατέλθουν εις απεργίαν εάν δεν ικανοποιηθούν τα αιτήματά των. [210, 243, 407, 324]
article-memorial-body: ΔΡΑΜΑ, 3.— Ετελέσθη μνημόσυνον υπέρ των φονευθέντων κατά την κατοχήν εις το Δοξάτον, παρουσία των αρχών και πλήθους κόσμου. [6, 620, 202, 667]
ad-college-registration: ΕΓΓΡΑΦΑΙ — ΠΛΗΡΟΦΟΡΙΑΙ [102, 2010, 313, 2026]
headline-fall-10m: ΚΑΤΕΠΕΣΕΝ ΕΞ ΥΨΟΥΣ 10 ΜΕΤΡΩΝ ΚΑΙ ΕΤΡΑΥΜΑΤΙΣΘΗ [1394, 906, 1588, 933]
article-stabbing-body: ΑΘΗΝΑΙ, 3.— Αφικνείται σήμερον εις Αθήνας εκπρόσωπος της Ευρωπαϊκής Οικονομικής Κοινότητος. [1392, 820, 1590, 855]
headline-florina-research: ΕΡΕΥΝΑ ΔΙΑ ΤΗΝ ΓΕΩΡΓΙΑΝ ΚΑΙ ΤΗΝ ΚΤΗΝΟΤΡΟΦΙΑΝ ΕΙΣ ΤΟΝ ΝΟΜΟΝ ΦΛΩΡΙΝΗΣ [1187, 224, 1382, 264]
ad-institute-year: ΕΤΟΣ ΙΔΡΥΣΕΩΣ 1946 [1020, 1952, 1163, 1966]
article-police-body: ΑΘΗΝΑΙ, 3.— Η ΓΣΕΕ ζητεί την ανέγερσιν ξενοδοχείου εις Θεσσαλονίκην διά τους εργαζομένους. [415, 401, 600, 448]
article-appointments-body: ΑΘΗΝΑΙ, 3.— Κατήρτισαν σήμερον οι διδάσκαλοι το πρόγραμμα της νέας απεργίας τεσσαράκοντα οκτώ ωρών. [799, 1403, 983, 1438]
ad-institute-classes: ΤΑΞΕΙΣ: A, B, Γ, Δ, Ε (LOWER), Σ (PROFICIENCY). [654, 2161, 942, 2174]
article-accidents-body: ΣΕΡΡΑΙ, 3.— Εις το 12ον χιλιόμετρον της εθνικής οδού ανετράπη στρατιωτικόν αυτοκίνητον με αποτέλεσμα να τραυματισθούν βαρέως τρεις οπλίται. [800, 374, 986, 433]
article-eec-body: ΑΘΗΝΑΙ, 3.— Αφικνείται σήμερον εις Αθήνας εκπρόσωπος της Ευρωπαϊκής Οικονομικής Κοινότητος. [1185, 708, 1384, 744]
headline-fao: ΕΛΛΗΝΙΚΗ ΑΝΤΙΠΡΟΣΩΠΕΙΑ ΘΑ ΜΕΤΑΣΧΗ ΤΗΣ ΕΝ ΣΕΒΙΛΛΗ ΔΙΑΣΚΕΨΕΩΣ ΤΟΥ ΦΑΟ [1194, 866, 1581, 901]
table-row: Πολωνίας 260.00 [415, 585, 600, 597]
article-appointments-body: ΑΘΗΝΑΙ, 3.— Κατήρτισαν σήμερον οι διδάσκαλοι το πρόγραμμα της νέας απεργίας τεσσαράκοντα οκτώ ωρών. [608, 1364, 792, 1399]
article-report-body: ΑΘΗΝΑΙ, 3.— Αφικνείται σήμερον εις Αθήνας εκπρόσωπος της Ευρωπαϊκής Οικονομικής Κοινότητος. [1392, 1217, 1590, 1252]
headline-gold-prices: ΑΙ ΤΙΜΑΙ ΤΗΣ ΛΙΡΑΣ ΚΑΙ ΤΩΝ ΑΛΛΩΝ ΧΡΥΣΩΝ ΝΟΜΙΣΜΑΤΩΝ [428, 457, 588, 497]
institute-emblem-icon [614, 1890, 658, 1942]
article-teachers-body: ΑΘΗΝΑΙ, 3.— Κατήρτισαν σήμερον οι διδάσκαλοι το πρόγραμμα της νέας απεργίας τεσσαράκοντα οκτώ ωρών. [608, 1226, 983, 1250]
article-accidents-body: ΚΑΒΑΛΑ, 3.— Παρά το 40όν χιλιόμετρον της οδού Καβάλας—Δράμας εσημειώθη σύγκρουσις αυτοκινήτων. [993, 390, 1177, 437]
article-kozani-body: ΚΟΖΑΝΗ, 3.— Υπό του Αρμοδίου υπουργείου ενεκρίθη η ανέγερσις του νέου διοικητηρίου εις την πόλιν. [1185, 143, 1384, 178]
subheading: ΦΟΡΤΗΓΟΝ ΕΙΣ ΧΑΡΑΔΡΑΝ [996, 582, 1174, 597]
article-accidents-body: ΚΑΒΑΛΑ, 3.— Παρά το 40όν χιλιόμετρον της οδού Καβάλας—Δράμας εσημειώθη σύγκρουσις αυτοκινήτων. [608, 484, 793, 531]
article-memorial-body: ΔΡΑΜΑ, 3.— Ετελέσθη μνημόσυνον υπέρ των φονευθέντων κατά την κατοχήν εις το Δοξάτον, παρουσία των αρχών και πλήθους κόσμου. [6, 721, 202, 767]
article-commerce-body: ΑΘΗΝΑΙ, 3.— Η ΓΣΕΕ ζητεί την ανέγερσιν ξενοδοχείου εις Θεσσαλονίκην διά τους εργαζομένους. [415, 203, 600, 250]
subheading: ΕΦΟΝΕΥΘΗ ΘΕΣΣΑΛΟΝΙΚΕΥΣ [644, 594, 757, 622]
subheading: ΤΡΑΓΙΚΟΝ ΔΥΣΤΥΧΗΜΑ [815, 591, 971, 606]
ad-college-address: ΔΟΞΑΤΟΝ: Έναντι Κ.Τ.Ε.Λ. [12, 2167, 219, 2183]
gold-price-table [415, 499, 600, 597]
ad-institute-line: ΣΩΜΑΤΕΙΟΝ ΚΟΙΝΩΦΕΛΕΣ ΑΝΕΓΝΩΡΙΣΜΕΝΟΝ ΥΠΟ ΤΟΥ ΚΡΑΤΟΥΣ [652, 1969, 1125, 1984]
headline-athens-news: ΜΙΚΡΑΙ ΕΙΔΗΣΕΙΣ ΕΞ ΑΘΗΝΩΝ [1231, 1053, 1544, 1076]
article-athens-body: ΑΘΗΝΑΙ, 3.— Αφικνείται σήμερον εις Αθήνας εκπρόσωπος της Ευρωπαϊκής Οικονομικής Κοινότητος. [1392, 1078, 1590, 1113]
headline-xanthi-works: ΕΚΤΕΛΕΣΘΕΝΤΑ ΕΡΓΑ ΕΙΣ ΤΟΝ ΝΟΜΟΝ ΞΑΝΘΗΣ ΚΑΤΑ ΤΟ ΤΡΙΜΗΝΟΝ ΑΠΡΙΛΙΟΥ-ΙΟΥΝΙΟΥ 1966 [8, 829, 405, 864]
headline-kozani: Η ΑΝΕΓΕΡΣΙΣ ΔΙΟΙΚΗΤΗΡΙΟΥ ΕΙΣ ΤΗΝ ΚΟΖΑΝΗΝ [1189, 114, 1380, 142]
headline-trial: ΕΚΛΗΘΗΣΑΝ ΠΡΟΣ ΕΞΕΤΑΣΙΝ ΠΑΡΑΓΟΝΤΕΣ ΤΗΣ ΔΙΚΗΣ ΔΙΑ ΤΗΝ ΥΠΟΘΕΣΙΝ ΤΟΥ ΒΟΥΛΕΥΤΟΥ Κ. ΚΕΦΑΛΛΗΝΟΥ [7, 462, 406, 513]
ad-books-address: ΑΘΗΝΑΙ: Ακαδημίας 88. Τηλ. 634-053 [425, 2033, 593, 2057]
headline-theft: ΕΠΗΡΘΗΣΑΝ ΕΙΣ ΚΕΝΤΡΟΝ 14.000 ΔΡΑΧΜΑΙ ΔΙΑ ΟΥ ΘΑΛΑΜΟΥ ΘΗΚΩΝ [418, 850, 598, 890]
ad-books-title: ΓΕΡΜΑΝΙΚΑ ΒΙΒΛΙΑ [428, 1942, 590, 1960]
article-accidents-body: ΣΕΡΡΑΙ, 3.— Εις το 12ον χιλιόμετρον της εθνικής οδού ανετράπη στρατιωτικόν αυτοκίνητον με αποτέλεσμα να τραυματισθούν βαρέως τρεις οπλίται. [993, 599, 1177, 657]
article-worker-body: ΑΘΗΝΑΙ, 3.— Η ΓΣΕΕ ζητεί την ανέγερσιν ξενοδοχείου εις Θεσσαλονίκην διά τους εργαζομένους. [415, 1343, 600, 1388]
article-accidents-body: ΚΑΒΑΛΑ, 3.— Παρά το 40όν χιλιόμετρον της οδού Καβάλας—Δράμας εσημειώθη σύγκρουσις αυτοκινήτων. [800, 465, 986, 511]
table-row: Ρούβλι 255.00 [415, 575, 600, 586]
article-accidents-body: ΣΕΡΡΑΙ, 3.— Εις το 12ον χιλιόμετρον της εθνικής οδού ανετράπη στρατιωτικόν αυτοκίνητον με αποτέλεσμα να τραυματισθούν βαρέως τρεις οπλίται. [608, 394, 793, 452]
article-appointments-body: ΑΘΗΝΑΙ, 3.— Κατήρτισαν σήμερον οι διδάσκαλοι το πρόγραμμα της νέας απεργίας τεσσαράκοντα οκτώ ωρών. [608, 1403, 792, 1438]
ad-college-bullet: Σχηματισμός τάξεων κατά ηλικίας. [42, 1841, 296, 1856]
article-committee-body: ΑΘΗΝΑΙ, 3.— Αφικνείται σήμερον εις Αθήνας εκπρόσωπος της Ευρωπαϊκής Οικονομικής Κοινότητος. [1392, 1006, 1590, 1041]
headline-tourism: Η ΤΟΥΡΙΣΤΙΚΗ ΚΙΝΗΣΙΣ ΕΙΣ ΤΗΝ ΘΥΜΑΟΠΟΥΛΙΝ [418, 1397, 598, 1424]
article-works-body: ΔΡΑΜΑ, 3.— Ετελέσθη μνημόσυνον υπέρ των φονευθέντων κατά την κατοχήν εις το Δοξάτον, παρουσία των αρχών και πλήθους κόσμου. [6, 966, 202, 1012]
subheading-serres: ΑΠΟ ΤΑΣ ΣΕΡΡΑΣ [833, 1551, 949, 1566]
column-left [6, 0, 407, 2316]
article-protest-body: ΑΘΗΝΑΙ, 3.— Εις το υπουργείον Εσωτερικών προσήλθον εκπρόσωποι της τοπικής αυτοδιοικήσεως οι οποίοι διεμαρτυρήθησαν διά την επιβληθείσαν ποινήν. [210, 392, 407, 450]
article-fall-body: ΑΘΗΝΑΙ, 3.— Η ΓΣΕΕ ζητεί την ανέγερσιν ξενοδοχείου εις Θεσσαλονίκην διά τους εργαζομένους. [415, 795, 600, 842]
